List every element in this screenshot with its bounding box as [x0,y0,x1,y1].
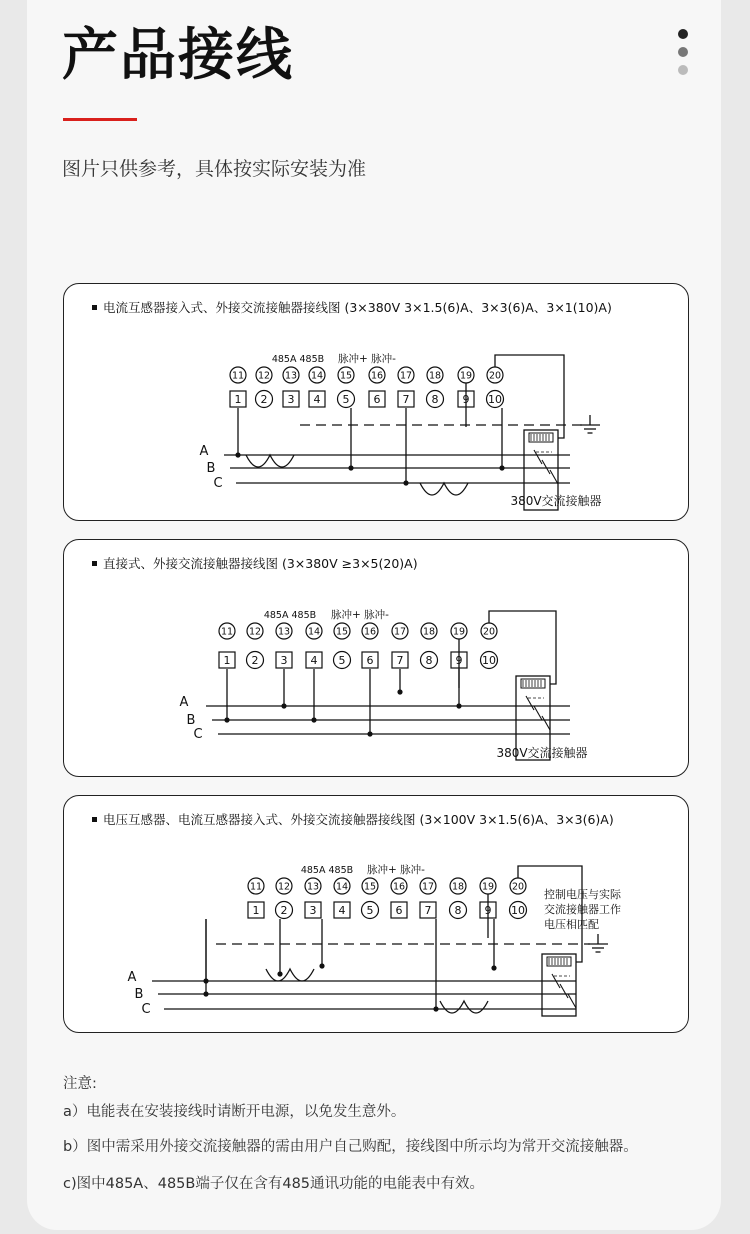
contactor-coil [521,679,545,688]
contactor-label: 380V交流接触器 [510,494,602,508]
contactor-coil [547,957,571,966]
terminal-top-label: 13 [306,881,320,893]
wire [568,994,576,1008]
terminal-top-label: 11 [220,626,234,638]
terminal-bottom-label: 1 [223,654,231,667]
contactor-coil [529,433,553,442]
terminal-bottom-label: 4 [338,904,346,917]
terminal-bottom-label: 5 [338,654,346,667]
diagram-heading: 电压互感器、电流互感器接入式、外接交流接触器接线图 (3×100V 3×1.5(6)A、3×3(6)A) [92,810,614,828]
terminal-top-label: 20 [482,626,496,638]
terminal-bottom-label: 3 [287,393,295,406]
junction-dot [203,991,208,996]
junction-dot [348,465,353,470]
terminal-bottom-label: 6 [366,654,374,667]
terminal-bottom-label: 9 [484,904,492,917]
terminal-top-label: 11 [249,881,263,893]
terminal-bottom-label: 2 [260,393,268,406]
terminal-bottom-label: 8 [431,393,439,406]
terminal-top-label: 13 [277,626,291,638]
wiring-diagram-pt-ct [63,795,689,1033]
junction-dot [367,731,372,736]
current-transformer [246,455,294,467]
wiring-schematic [64,796,688,1032]
terminal-bottom-label: 9 [455,654,463,667]
junction-dot [491,965,496,970]
page-subtitle: 图片只供参考，具体按实际安装为准 [62,158,367,180]
diagram-heading: 直接式、外接交流接触器接线图 (3×380V ≥3×5(20)A) [92,554,418,572]
junction-dot [499,465,504,470]
page-indicator[interactable] [678,29,690,83]
terminal-bottom-label: 1 [234,393,242,406]
terminal-bottom-label: 9 [462,393,470,406]
terminal-bottom-label: 5 [342,393,350,406]
wiring-schematic [64,284,688,520]
terminal-top-label: 20 [511,881,525,893]
wire [560,984,568,998]
terminal-top-label: 20 [488,370,502,382]
junction-dot [456,703,461,708]
terminal-bottom-label: 6 [373,393,381,406]
phase-label: B [186,713,196,728]
contactor-label: 380V交流接触器 [496,746,588,760]
terminal-top-label: 12 [257,370,271,382]
terminal-bottom-label: 10 [511,904,525,917]
terminal-top-label: 14 [307,626,321,638]
terminal-bottom-label: 4 [313,393,321,406]
wire [542,460,550,474]
control-voltage-note: 电压相匹配 [544,918,599,931]
phase-label: A [199,444,209,459]
junction-dot [224,717,229,722]
wiring-diagram-direct [63,539,689,777]
junction-dot [403,480,408,485]
control-voltage-note: 控制电压与实际 [544,888,621,901]
current-transformer [266,969,314,981]
terminal-top-label: 17 [421,881,435,893]
terminal-bottom-label: 2 [251,654,259,667]
terminal-bottom-label: 2 [280,904,288,917]
wire [489,611,556,684]
terminal-top-label: 16 [363,626,377,638]
terminal-top-label: 18 [451,881,465,893]
label-pulse: 脉冲+ 脉冲- [367,864,425,876]
junction-dot [311,717,316,722]
terminal-bottom-label: 10 [482,654,496,667]
terminal-top-label: 17 [393,626,407,638]
terminal-top-label: 19 [452,626,466,638]
page-dot-1[interactable] [678,29,688,39]
terminal-top-label: 15 [335,626,349,638]
label-pulse: 脉冲+ 脉冲- [338,353,396,365]
diagram-heading: 电流互感器接入式、外接交流接触器接线图 (3×380V 3×1.5(6)A、3×3(6)A、3×1(10)A) [92,298,612,316]
junction-dot [319,963,324,968]
terminal-bottom-label: 7 [396,654,404,667]
terminal-top-label: 16 [370,370,384,382]
junction-dot [277,971,282,976]
current-transformer [440,1001,488,1013]
note-item: a）电能表在安装接线时请断开电源，以免发生意外。 [63,1104,406,1120]
phase-label: B [134,987,144,1002]
terminal-bottom-label: 4 [310,654,318,667]
terminal-bottom-label: 8 [454,904,462,917]
control-voltage-note: 交流接触器工作 [544,903,621,916]
terminal-bottom-label: 8 [425,654,433,667]
phase-label: C [141,1002,151,1017]
phase-label: C [193,727,203,742]
phase-label: B [206,461,216,476]
label-485: 485A 485B [271,354,325,365]
terminal-bottom-label: 5 [366,904,374,917]
terminal-bottom-label: 7 [424,904,432,917]
title-underline [63,118,137,121]
terminal-bottom-label: 7 [402,393,410,406]
phase-label: A [127,970,137,985]
terminal-top-label: 18 [422,626,436,638]
terminal-bottom-label: 3 [309,904,317,917]
current-transformer [420,483,468,495]
page-dot-3[interactable] [678,65,688,75]
terminal-bottom-label: 3 [280,654,288,667]
junction-dot [235,452,240,457]
label-pulse: 脉冲+ 脉冲- [331,609,389,621]
label-485: 485A 485B [300,865,354,876]
terminal-top-label: 11 [231,370,245,382]
phase-label: C [213,476,223,491]
terminal-bottom-label: 6 [395,904,403,917]
junction-dot [397,689,402,694]
note-item: b）图中需采用外接交流接触器的需由用户自己购配，接线图中所示均为常开交流接触器。 [63,1139,638,1155]
terminal-top-label: 19 [459,370,473,382]
wiring-diagram-ct [63,283,689,521]
terminal-top-label: 16 [392,881,406,893]
terminal-top-label: 14 [310,370,324,382]
page-dot-2[interactable] [678,47,688,57]
wire [534,706,542,720]
terminal-bottom-label: 10 [488,393,502,406]
terminal-top-label: 17 [399,370,413,382]
terminal-top-label: 12 [277,881,291,893]
terminal-top-label: 12 [248,626,262,638]
terminal-top-label: 15 [363,881,377,893]
terminal-top-label: 19 [481,881,495,893]
terminal-bottom-label: 1 [252,904,260,917]
note-item: c)图中485A、485B端子仅在含有485通讯功能的电能表中有效。 [63,1176,485,1192]
junction-dot [281,703,286,708]
wire [542,716,550,730]
wire [550,470,558,484]
label-485: 485A 485B [263,610,317,621]
terminal-top-label: 18 [428,370,442,382]
wiring-schematic [64,540,688,776]
terminal-top-label: 13 [284,370,298,382]
notes-title: 注意: [63,1076,97,1092]
terminal-top-label: 15 [339,370,353,382]
page-title: 产品接线 [62,23,294,88]
terminal-top-label: 14 [335,881,349,893]
junction-dot [433,1006,438,1011]
phase-label: A [179,695,189,710]
